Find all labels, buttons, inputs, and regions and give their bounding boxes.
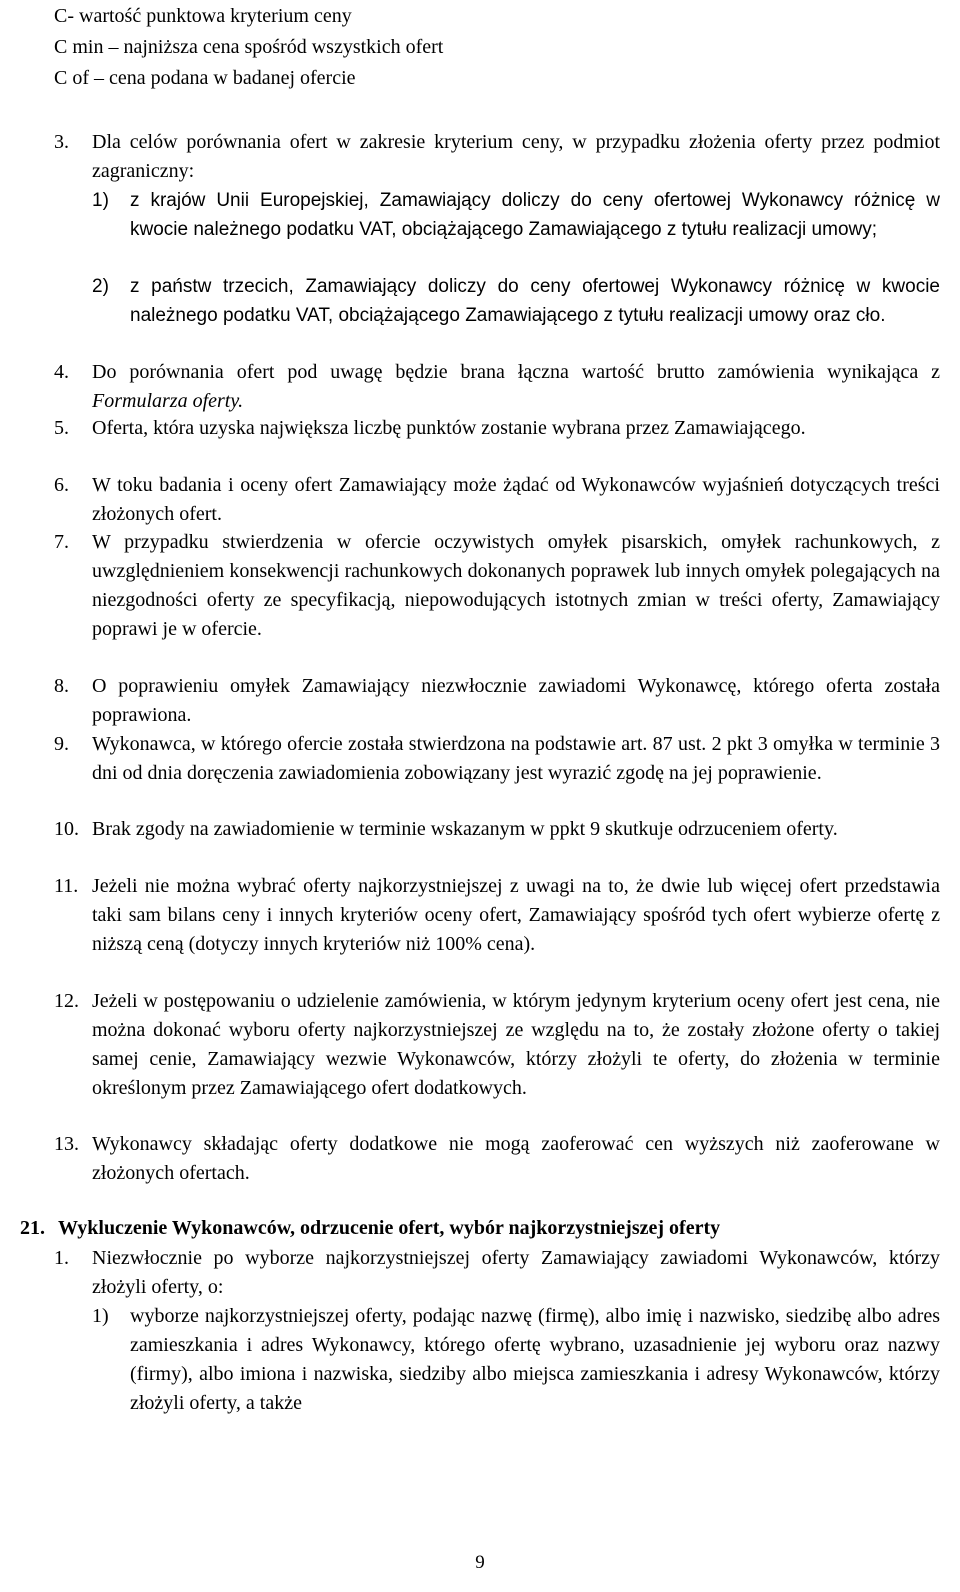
sub-item-text: z państw trzecich, Zamawiający doliczy do ceny ofertowej Wykonawcy różnicę w kwocie należnego podatku VAT, obciążającego Zamawiającego z tytułu realizacji umowy oraz cło. (130, 276, 940, 326)
list-item-6 (54, 471, 940, 529)
section-21-item-1 (54, 1244, 940, 1302)
list-item-10 (54, 815, 940, 844)
list-item-7 (54, 528, 940, 644)
item-text: Dla celów porównania ofert w zakresie kryterium ceny, w przypadku złożenia oferty przez podmiot zagraniczny: (92, 131, 940, 182)
item-number: 4. (54, 361, 69, 383)
item-number: 12. (54, 990, 79, 1012)
item-text (92, 358, 940, 416)
sub-item-number: 1) (92, 190, 109, 211)
list-item-4 (54, 358, 940, 416)
item-number: 1. (54, 1247, 69, 1269)
definition-line: C min – najniższa cena spośród wszystkich ofert (54, 36, 444, 58)
page-number: 9 (475, 1552, 485, 1573)
item-number: 5. (54, 417, 69, 439)
sub-item-number: 2) (92, 276, 109, 297)
sub-item-text: z krajów Unii Europejskiej, Zamawiający doliczy do ceny ofertowej Wykonawcy różnicę w kwocie należnego podatku VAT, obciążającego Zamawiającego z tytułu realizacji umowy; (130, 190, 940, 240)
item-text: Brak zgody na zawiadomienie w terminie wskazanym w ppkt 9 skutkuje odrzuceniem oferty. (92, 818, 838, 840)
item-number: 7. (54, 531, 69, 553)
item-text: Jeżeli w postępowaniu o udzielenie zamówienia, w którym jedynym kryterium oceny ofert jest cena, nie można dokonać wyboru oferty najkorzystniejszej ze względu na to, że zostały złożone oferty o takiej samej cenie, Zamawiający wezwie Wykonawców, którzy złożyli te oferty, do złożenia w terminie określonym przez Zamawiającego ofert dodatkowych. (92, 990, 940, 1099)
item-number: 9. (54, 733, 69, 755)
item-text-italic: Formularza oferty. (92, 390, 244, 412)
item-text: W toku badania i oceny ofert Zamawiający może żądać od Wykonawców wyjaśnień dotyczących treści złożonych ofert. (92, 474, 940, 525)
price-formula-definitions (54, 1, 934, 94)
sub-item-text: wyborze najkorzystniejszej oferty, podając nazwę (firmę), albo imię i nazwisko, siedzibę albo adres zamieszkania i adres Wykonawcy, którego ofertę wybrano, uzasadnienie jej wyboru oraz nazwy (firmy), albo imiona i nazwiska, siedziby albo miejsca zamieszkania i adresy Wykonawców, którzy złożyli oferty, a także (130, 1305, 940, 1414)
definition-line: C of – cena podana w badanej ofercie (54, 67, 356, 89)
item-number: 10. (54, 818, 79, 840)
list-item-12 (54, 987, 940, 1103)
item-text: Jeżeli nie można wybrać oferty najkorzystniejszej z uwagi na to, że dwie lub więcej ofert przedstawia taki sam bilans ceny i innych kryteriów oceny ofert, Zamawiający spośród tych ofert wybierze ofertę z niższą ceną (dotyczy innych kryteriów niż 100% cena). (92, 875, 940, 955)
section-21-sub-item-1 (92, 1302, 940, 1418)
list-item-3 (54, 128, 940, 186)
item-number: 11. (54, 875, 79, 897)
item-number: 3. (54, 131, 69, 153)
item-text-plain: Do porównania ofert pod uwagę będzie brana łączna wartość brutto zamówienia wynikająca z (92, 361, 940, 383)
sub-item-3-2 (92, 272, 940, 330)
sub-item-number: 1) (92, 1305, 109, 1327)
list-item-13 (54, 1130, 940, 1188)
list-item-9 (54, 730, 940, 788)
list-item-8 (54, 672, 940, 730)
list-item-5 (54, 414, 940, 443)
item-text: O poprawieniu omyłek Zamawiający niezwłocznie zawiadomi Wykonawcę, którego oferta została poprawiona. (92, 675, 940, 726)
item-text: Wykonawcy składając oferty dodatkowe nie mogą zaoferować cen wyższych niż zaoferowane w złożonych ofertach. (92, 1133, 940, 1184)
item-number: 8. (54, 675, 69, 697)
item-text: Oferta, która uzyska największa liczbę punktów zostanie wybrana przez Zamawiającego. (92, 417, 806, 439)
section-number: 21. (20, 1217, 45, 1239)
definition-line: C- wartość punktowa kryterium ceny (54, 5, 352, 27)
item-text: Niezwłocznie po wyborze najkorzystniejszej oferty Zamawiający zawiadomi Wykonawców, którzy złożyli oferty, o: (92, 1247, 940, 1298)
item-number: 6. (54, 474, 69, 496)
section-title: Wykluczenie Wykonawców, odrzucenie ofert, wybór najkorzystniejszej oferty (58, 1217, 721, 1239)
item-number: 13. (54, 1133, 79, 1155)
item-text: W przypadku stwierdzenia w ofercie oczywistych omyłek pisarskich, omyłek rachunkowych, z uwzględnieniem konsekwencji rachunkowych dokonanych poprawek lub innych omyłek polegających na niezgodności oferty ze specyfikacją, niepowodujących istotnych zmian w treści oferty, Zamawiający poprawi je w ofercie. (92, 531, 940, 640)
sub-item-3-1 (92, 186, 940, 244)
item-text: Wykonawca, w którego ofercie została stwierdzona na podstawie art. 87 ust. 2 pkt 3 omyłka w terminie 3 dni od dnia doręczenia zawiadomienia zobowiązany jest wyrazić zgodę na jej poprawienie. (92, 733, 940, 784)
list-item-11 (54, 872, 940, 959)
